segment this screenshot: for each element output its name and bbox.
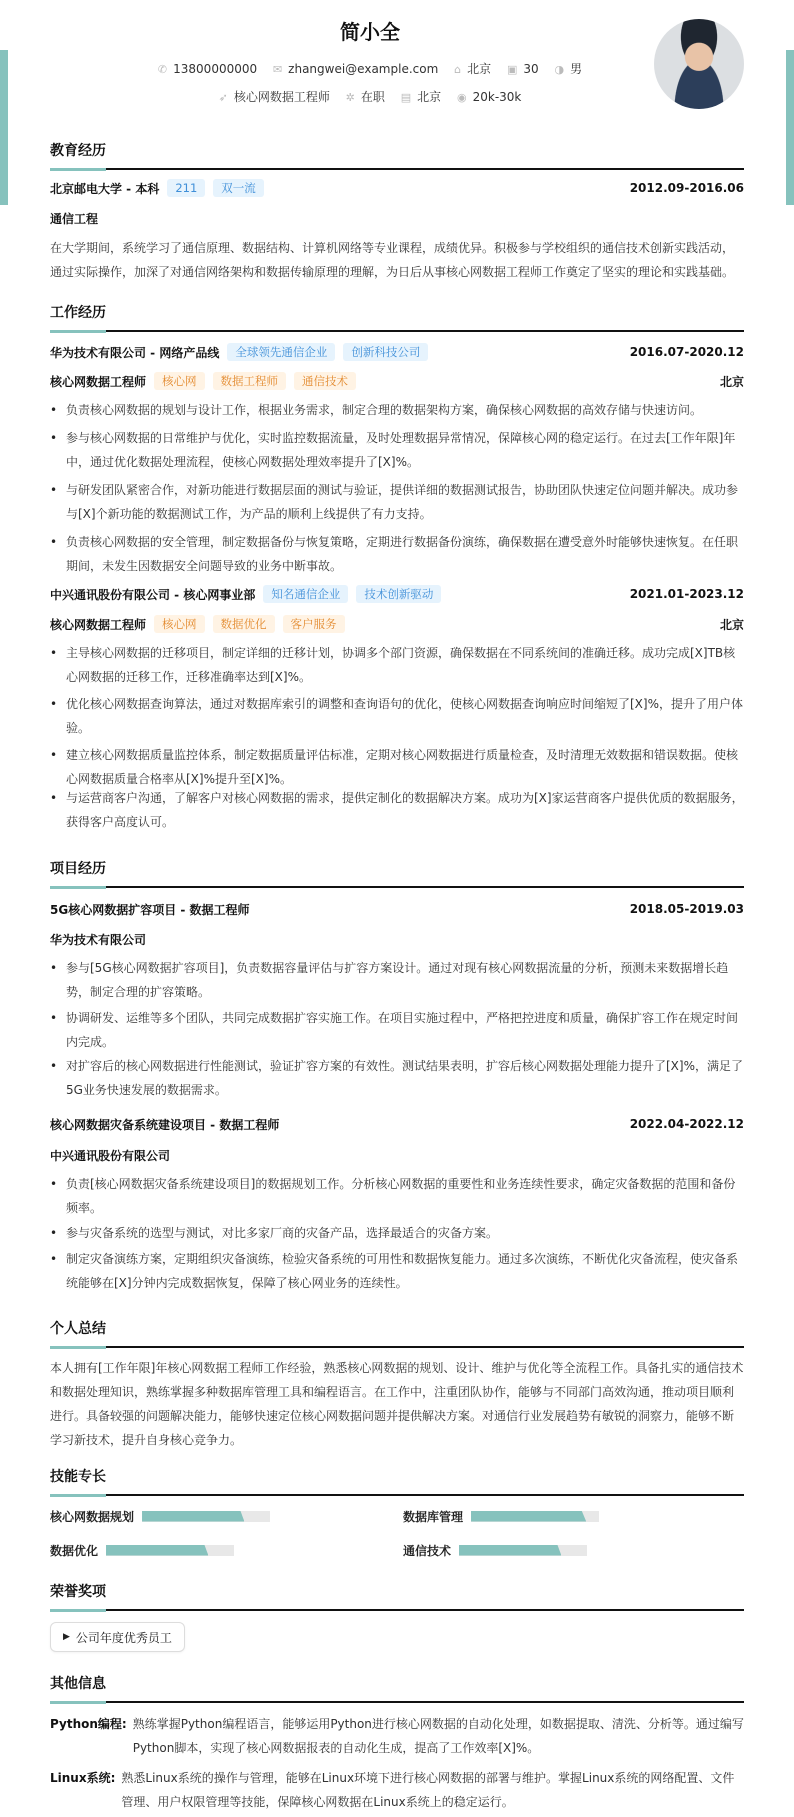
other-info-item bbox=[50, 1712, 744, 1760]
role-row bbox=[50, 614, 744, 634]
role-tag: 通信技术 bbox=[294, 372, 356, 390]
section-projects bbox=[50, 858, 744, 888]
job-bullet: • 负责核心网数据的规划与设计工作，根据业务需求，制定合理的数据架构方案，确保核心网数据的高效存储与快速访问。 bbox=[50, 398, 744, 422]
section-divider bbox=[50, 1346, 744, 1348]
job-bullet: • 与运营商客户沟通，了解客户对核心网数据的需求，提供定制化的数据解决方案。成功为[X]家运营商客户提供优质的数据服务，获得客户高度认可。 bbox=[50, 786, 744, 834]
job-bullet: • 参与核心网数据的日常维护与优化，实时监控数据流量，及时处理数据异常情况，保障核心网的稳定运行。在过去[工作年限]年中，通过优化数据处理流程，使核心网数据处理效率提升了[X]%。 bbox=[50, 426, 744, 474]
phone-icon: ✆ bbox=[157, 63, 168, 76]
project-bullet: • 负责[核心网数据灾备系统建设项目]的数据规划工作。分析核心网数据的重要性和业务连续性要求，确定灾备数据的范围和备份频率。 bbox=[50, 1172, 744, 1220]
major: 通信工程 bbox=[50, 211, 99, 226]
skill-item bbox=[50, 1542, 234, 1558]
skill-name: 数据库管理 bbox=[403, 1509, 464, 1524]
other-info-key: Python编程: bbox=[50, 1717, 127, 1731]
status-item: ✲ 在职 bbox=[345, 90, 385, 104]
contact-row bbox=[0, 60, 740, 77]
project-name: 核心网数据灾备系统建设项目 - 数据工程师 bbox=[50, 1117, 280, 1132]
company-name: 华为技术有限公司 - 网络产品线 bbox=[50, 345, 220, 360]
role-tag: 数据优化 bbox=[213, 615, 275, 633]
job-bullet: • 优化核心网数据查询算法，通过对数据库索引的调整和查询语句的优化，使核心网数据查询响应时间缩短了[X]%，提升了用户体验。 bbox=[50, 692, 744, 740]
skill-bar-fill bbox=[459, 1545, 561, 1556]
section-skills bbox=[50, 1466, 744, 1496]
section-summary bbox=[50, 1318, 744, 1348]
mail-icon: ✉ bbox=[272, 63, 283, 76]
school-tag: 双一流 bbox=[213, 179, 264, 197]
project-company-row bbox=[50, 929, 744, 949]
skill-bar-fill bbox=[471, 1511, 586, 1522]
role-title: 核心网数据工程师 bbox=[50, 617, 147, 632]
section-title: 荣誉奖项 bbox=[50, 1584, 106, 1600]
skill-bar bbox=[142, 1511, 270, 1522]
section-title: 项目经历 bbox=[50, 861, 106, 877]
other-info-item bbox=[50, 1766, 744, 1814]
role-tag: 核心网 bbox=[154, 615, 205, 633]
section-title: 其他信息 bbox=[50, 1676, 106, 1692]
skill-name: 数据优化 bbox=[50, 1543, 99, 1558]
award-item bbox=[50, 1622, 185, 1652]
home-icon: ⌂ bbox=[454, 63, 462, 76]
building-icon: ▤ bbox=[400, 91, 412, 104]
education-date: 2012.09-2016.06 bbox=[629, 181, 744, 195]
project-header bbox=[50, 899, 744, 919]
send-icon: ➶ bbox=[218, 91, 228, 104]
section-title: 技能专长 bbox=[50, 1469, 106, 1485]
age-item: ▣ 30 bbox=[506, 62, 539, 76]
section-other bbox=[50, 1673, 744, 1703]
section-education bbox=[50, 140, 744, 170]
section-divider bbox=[50, 1494, 744, 1496]
section-divider bbox=[50, 1609, 744, 1611]
major-row bbox=[50, 208, 744, 228]
section-divider bbox=[50, 1701, 744, 1703]
role-row bbox=[50, 371, 744, 391]
section-divider bbox=[50, 330, 744, 332]
company-tag: 全球领先通信企业 bbox=[227, 343, 335, 361]
project-bullet: • 参与[5G核心网数据扩容项目]，负责数据容量评估与扩容方案设计。通过对现有核心网数据流量的分析，预测未来数据增长趋势，制定合理的扩容策略。 bbox=[50, 956, 744, 1004]
project-date: 2022.04-2022.12 bbox=[629, 1117, 744, 1131]
phone-item: ✆ 13800000000 bbox=[157, 62, 258, 76]
project-bullet: • 参与灾备系统的选型与测试，对比多家厂商的灾备产品，选择最适合的灾备方案。 bbox=[50, 1221, 744, 1245]
company-tag: 技术创新驱动 bbox=[356, 585, 441, 603]
job-bullet: • 建立核心网数据质量监控体系，制定数据质量评估标准，定期对核心网数据进行质量检查，及时清理无效数据和错误数据。使核心网数据质量合格率从[X]%提升至[X]%。 bbox=[50, 743, 744, 791]
section-title: 个人总结 bbox=[50, 1321, 106, 1337]
skill-bar bbox=[106, 1545, 234, 1556]
job-location: 北京 bbox=[719, 617, 744, 632]
salary-item: ◉ 20k-30k bbox=[456, 90, 522, 104]
other-info-value: 熟练掌握Python编程语言，能够运用Python进行核心网数据的自动化处理，如数据提取、清洗、分析等。通过编写Python脚本，实现了核心网数据报表的自动化生成，提高了工作效率[X]%。 bbox=[132, 1717, 744, 1755]
job-date: 2021.01-2023.12 bbox=[629, 587, 744, 601]
avatar bbox=[654, 19, 744, 109]
skill-name: 通信技术 bbox=[403, 1543, 452, 1558]
job-header bbox=[50, 584, 744, 604]
job-location: 北京 bbox=[719, 374, 744, 389]
skill-bar-fill bbox=[106, 1545, 208, 1556]
target-position-item: ➶ 核心网数据工程师 bbox=[218, 90, 330, 104]
project-bullet: • 对扩容后的核心网数据进行性能测试，验证扩容方案的有效性。测试结果表明，扩容后核心网数据处理能力提升了[X]%，满足了5G业务快速发展的数据需求。 bbox=[50, 1054, 744, 1102]
job-intent-row bbox=[0, 88, 740, 105]
company-tag: 创新科技公司 bbox=[343, 343, 428, 361]
skill-bar-fill bbox=[142, 1511, 244, 1522]
project-company: 中兴通讯股份有限公司 bbox=[50, 1148, 171, 1163]
school-tag: 211 bbox=[167, 179, 205, 197]
role-title: 核心网数据工程师 bbox=[50, 374, 147, 389]
company-name: 中兴通讯股份有限公司 - 核心网事业部 bbox=[50, 587, 256, 602]
calendar-icon: ▣ bbox=[506, 63, 518, 76]
triangle-right-icon: ▶ bbox=[63, 1632, 70, 1642]
job-date: 2016.07-2020.12 bbox=[629, 345, 744, 359]
project-date: 2018.05-2019.03 bbox=[629, 902, 744, 916]
section-awards bbox=[50, 1581, 744, 1611]
candidate-name: 简小全 bbox=[340, 20, 400, 44]
education-entry-header bbox=[50, 178, 744, 198]
skill-item bbox=[50, 1508, 270, 1524]
job-bullet: • 负责核心网数据的安全管理，制定数据备份与恢复策略，定期进行数据备份演练，确保数据在遭受意外时能够快速恢复。在任职期间，未发生因数据安全问题导致的业务中断事故。 bbox=[50, 530, 744, 578]
section-title: 工作经历 bbox=[50, 305, 106, 321]
salary-icon: ◉ bbox=[456, 91, 467, 104]
skill-item bbox=[403, 1508, 599, 1524]
role-tag: 核心网 bbox=[154, 372, 205, 390]
gender-icon: ◑ bbox=[554, 63, 565, 76]
section-divider bbox=[50, 886, 744, 888]
section-title: 教育经历 bbox=[50, 143, 106, 159]
role-tag: 客户服务 bbox=[283, 615, 345, 633]
gender-item: ◑ 男 bbox=[554, 62, 583, 76]
project-bullet: • 协调研发、运维等多个团队，共同完成数据扩容实施工作。在项目实施过程中，严格把控进度和质量，确保扩容工作在规定时间内完成。 bbox=[50, 1006, 744, 1054]
role-tag: 数据工程师 bbox=[213, 372, 287, 390]
project-company: 华为技术有限公司 bbox=[50, 932, 147, 947]
company-tag: 知名通信企业 bbox=[263, 585, 348, 603]
other-info-value: 熟悉Linux系统的操作与管理，能够在Linux环境下进行核心网数据的部署与维护。掌握Linux系统的网络配置、文件管理、用户权限管理等技能，保障核心网数据在Linux系统上的稳定运行。 bbox=[121, 1771, 735, 1809]
education-description: 在大学期间，系统学习了通信原理、数据结构、计算机网络等专业课程，成绩优异。积极参与学校组织的通信技术创新实践活动，通过实际操作，加深了对通信网络架构和数据传输原理的理解，为日后从事核心网数据工程师工作奠定了坚实的理论和实践基础。 bbox=[50, 241, 735, 279]
skill-bar bbox=[471, 1511, 599, 1522]
project-name: 5G核心网数据扩容项目 - 数据工程师 bbox=[50, 902, 250, 917]
project-bullet: • 制定灾备演练方案，定期组织灾备演练，检验灾备系统的可用性和数据恢复能力。通过多次演练，不断优化灾备流程，使灾备系统能够在[X]分钟内完成数据恢复，保障了核心网业务的连续性。 bbox=[50, 1247, 744, 1295]
section-work bbox=[50, 302, 744, 332]
skill-bar bbox=[459, 1545, 587, 1556]
hometown-item: ⌂ 北京 bbox=[454, 62, 492, 76]
skill-item bbox=[403, 1542, 587, 1558]
award-name: 公司年度优秀员工 bbox=[75, 1630, 172, 1645]
status-icon: ✲ bbox=[345, 91, 355, 104]
summary-text: 本人拥有[工作年限]年核心网数据工程师工作经验，熟悉核心网数据的规划、设计、维护与优化等全流程工作。具备扎实的通信技术和数据处理知识，熟练掌握多种数据库管理工具和编程语言。在工作中，注重团队协作，能够与不同部门高效沟通，推动项目顺利进行。具备较强的问题解决能力，能够快速定位核心网数据问题并提供解决方案。对通信行业发展趋势有敏锐的洞察力，能够不断学习新技术，提升自身核心竞争力。 bbox=[50, 1361, 744, 1447]
project-header bbox=[50, 1114, 744, 1134]
section-divider bbox=[50, 168, 744, 170]
project-company-row bbox=[50, 1145, 744, 1165]
email-item[interactable]: ✉ zhangwei@example.com bbox=[272, 62, 439, 76]
school-name: 北京邮电大学 - 本科 bbox=[50, 181, 160, 196]
resume-header bbox=[0, 0, 794, 120]
job-bullet: • 与研发团队紧密合作，对新功能进行数据层面的测试与验证，提供详细的数据测试报告，协助团队快速定位问题并解决。成功参与[X]个新功能的数据测试工作，为产品的顺利上线提供了有力支持。 bbox=[50, 478, 744, 526]
other-info-key: Linux系统: bbox=[50, 1771, 116, 1785]
job-header bbox=[50, 342, 744, 362]
target-city-item: ▤ 北京 bbox=[400, 90, 442, 104]
job-bullet: • 主导核心网数据的迁移项目，制定详细的迁移计划，协调多个部门资源，确保数据在不同系统间的准确迁移。成功完成[X]TB核心网数据的迁移工作，迁移准确率达到[X]%。 bbox=[50, 641, 744, 689]
skill-name: 核心网数据规划 bbox=[50, 1509, 135, 1524]
